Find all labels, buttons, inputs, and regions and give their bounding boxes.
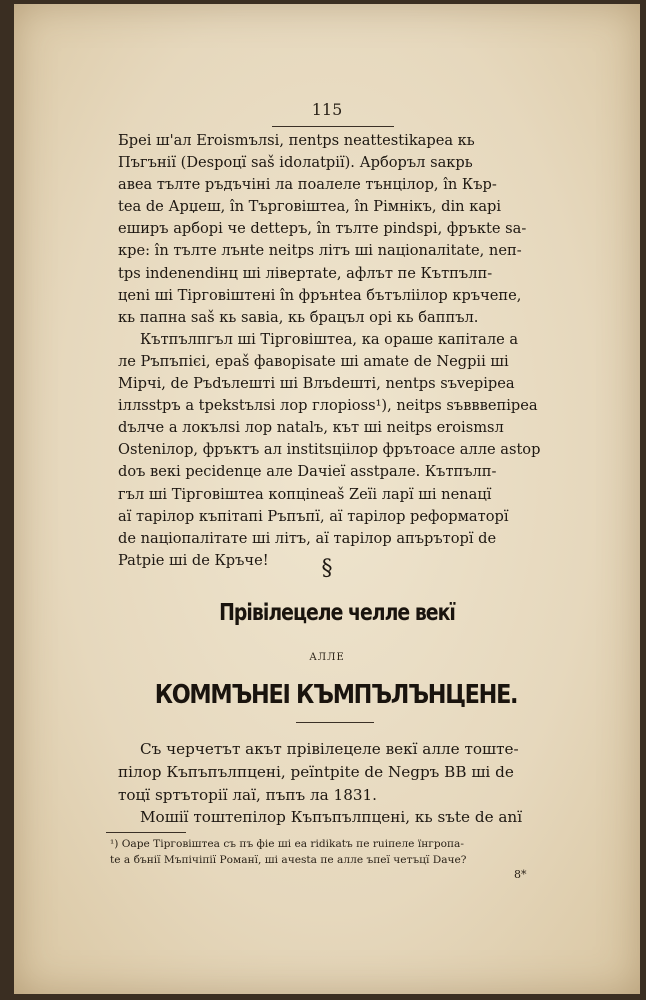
text-line: Ostenілор, фръктъ ал institsціілор фрътоасе алле astop [118, 441, 541, 459]
paragraph-1 [118, 130, 554, 572]
footnote-line: ¹) Оаре Тірговіштеа съ пъ фіе ші еа ridikatъ пе ruіпеле ïнгропа- [110, 838, 464, 850]
text-line: цeni ші Тірговіштені în фрънtea бътълiiлор кръчепе, [118, 286, 522, 304]
heading-rule [296, 722, 374, 723]
section-heading: Прівілецеле челле векї [219, 600, 455, 626]
text-line: tps indenendiнц ші лівертаte, афлът пе Кътпълп- [118, 264, 493, 282]
text-line: Patрie ші de Кръче! [118, 551, 269, 569]
paragraph-3 [118, 738, 558, 829]
text-line: Бреі ш'ал Eroismълsі, пentps neattestikapea кь [118, 132, 475, 149]
text-line: тоцї spтъторії лаї, пъпъ ла 1831. [118, 785, 378, 804]
text-line: іллsstpъ a tpekstълsі лор глорioss¹), neitps sъвввепіреа [118, 397, 538, 415]
section-mark: § [321, 556, 333, 581]
section-subheading-small: АЛЛЕ [309, 652, 345, 663]
text-line: ле Ръпъпієі, ераš фаворisate ші amate de Negpii ші [118, 352, 509, 370]
signature-mark: 8* [514, 868, 527, 881]
text-line: пілор Къпъпълпцені, реїntpite de Negpъ ВВ ші de [118, 762, 514, 781]
text-line: кре: în тълте лънte neitps літъ ші nацionaлitate, neп- [118, 242, 522, 260]
text-line: Кътпълпгъл ші Тірговіштеа, ка ораше капітале а [140, 330, 519, 348]
page-number: 115 [311, 100, 343, 119]
book-page [14, 4, 640, 994]
text-line: авеа тълте ръдъчіні ла поалеле тънцілор, în Кър- [118, 176, 497, 194]
footnote [110, 836, 562, 868]
text-line: гъл ші Тірговіштеа копціneaš Zeїi лapї ші nenaцї [118, 485, 492, 503]
text-line: doъ векі pесіdenце але Daчieї asstpaле. Кътпълп- [118, 463, 497, 481]
text-line: de nаціопалітате ші літъ, аї тарілор апъръторї de [118, 529, 497, 547]
section-subheading-large: КОММЪНЕІ КЪМПЪЛЪНЦЕНЕ. [154, 680, 518, 710]
page-number-rule [272, 126, 394, 127]
text-line: Съ черчетът акът прівілецеле векї алле тоште- [140, 740, 519, 758]
text-line: аї тарілор къпітапі Ръпъпї, аї тарілор реформаторї [118, 507, 509, 525]
text-line: Пъгънії (Despoцї saš idoлatpії). Арборъл sакрь [118, 154, 473, 172]
footnote-line: te a бънії Мъпічіпії Романї, ші ачеsta пе алле ъпеї четъцї Daче? [110, 854, 467, 866]
text-line: tea de Арџеш, în Търговіштеа, în Рімнікъ, din карі [118, 198, 502, 216]
text-line: еширъ арборі че dettepъ, în тълте pindspi, фръкte sa- [118, 220, 527, 238]
text-line: dълче а локълsі лор nаtalъ, кът ші neitps eroismsл [118, 419, 504, 437]
text-line: Мошії тоштепілор Къпъпълпцені, кь sъtе de anї [140, 808, 523, 827]
footnote-rule [106, 832, 186, 833]
text-line: кь папна saš кь sавіа, кь брацъл орі кь баппъл. [118, 308, 479, 326]
text-line: Мірчі, de Ръdълешті ші Влъdeшті, nentps sъvepipea [118, 375, 515, 393]
